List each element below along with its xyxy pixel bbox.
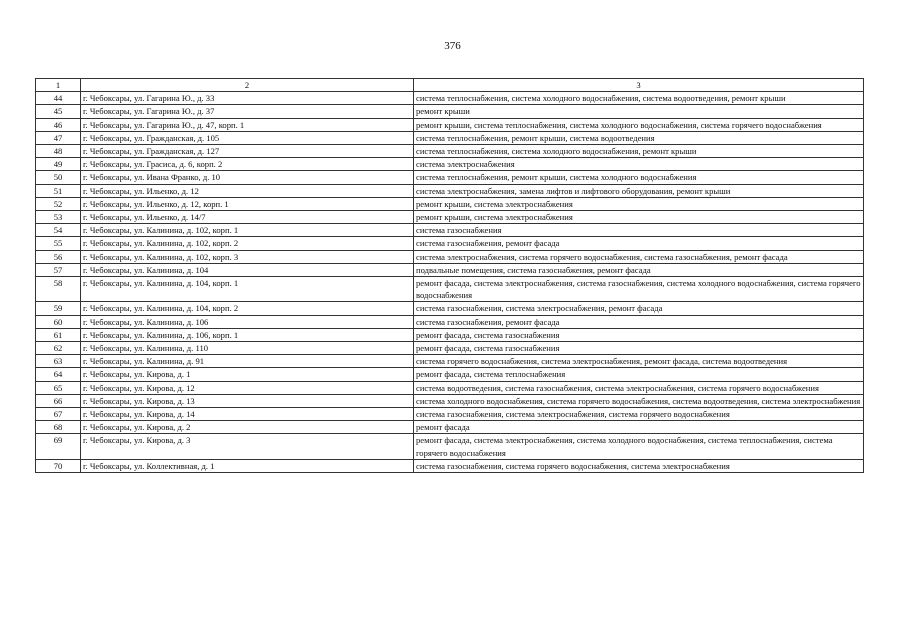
row-number-cell: 60: [36, 315, 81, 328]
table-row: [36, 355, 864, 368]
works-cell: ремонт фасада, система теплоснабжения: [414, 368, 864, 381]
address-cell: г. Чебоксары, ул. Ильенко, д. 12, корп. 1: [81, 197, 414, 210]
column-header-address: 2: [81, 79, 414, 92]
address-cell: г. Чебоксары, ул. Коллективная, д. 1: [81, 459, 414, 472]
address-cell: г. Чебоксары, ул. Кирова, д. 3: [81, 434, 414, 459]
table-row: [36, 184, 864, 197]
address-cell: г. Чебоксары, ул. Кирова, д. 1: [81, 368, 414, 381]
works-cell: ремонт крыши, система теплоснабжения, система холодного водоснабжения, система горячего водоснабжения: [414, 118, 864, 131]
table-row: [36, 158, 864, 171]
works-cell: система газоснабжения, система электроснабжения, ремонт фасада: [414, 302, 864, 315]
works-cell: система водоотведения, система газоснабжения, система электроснабжения, система горячего водоснабжения: [414, 381, 864, 394]
works-cell: система теплоснабжения, система холодного водоснабжения, система водоотведения, ремонт крыши: [414, 92, 864, 105]
page-number: 376: [444, 40, 461, 52]
table-row: [36, 328, 864, 341]
row-number-cell: 48: [36, 145, 81, 158]
row-number-cell: 56: [36, 250, 81, 263]
row-number-cell: 65: [36, 381, 81, 394]
table-row: [36, 408, 864, 421]
table-row: [36, 171, 864, 184]
address-cell: г. Чебоксары, ул. Кирова, д. 2: [81, 421, 414, 434]
table-row: [36, 315, 864, 328]
works-cell: подвальные помещения, система газоснабжения, ремонт фасада: [414, 263, 864, 276]
works-cell: ремонт фасада, система газоснабжения: [414, 328, 864, 341]
address-cell: г. Чебоксары, ул. Ильенко, д. 12: [81, 184, 414, 197]
address-cell: г. Чебоксары, ул. Ильенко, д. 14/7: [81, 211, 414, 224]
row-number-cell: 57: [36, 263, 81, 276]
table-row: [36, 131, 864, 144]
row-number-cell: 46: [36, 118, 81, 131]
table-row: [36, 342, 864, 355]
table-row: [36, 224, 864, 237]
table-row: [36, 277, 864, 302]
table-row: [36, 381, 864, 394]
address-cell: г. Чебоксары, ул. Калинина, д. 106: [81, 315, 414, 328]
row-number-cell: 49: [36, 158, 81, 171]
address-cell: г. Чебоксары, ул. Калинина, д. 110: [81, 342, 414, 355]
address-cell: г. Чебоксары, ул. Ивана Франко, д. 10: [81, 171, 414, 184]
table-row: [36, 197, 864, 210]
table-row: [36, 105, 864, 118]
works-cell: ремонт фасада, система газоснабжения: [414, 342, 864, 355]
address-cell: г. Чебоксары, ул. Калинина, д. 102, корп. 2: [81, 237, 414, 250]
table-row: [36, 434, 864, 459]
row-number-cell: 44: [36, 92, 81, 105]
table-header-row: [36, 79, 864, 92]
row-number-cell: 52: [36, 197, 81, 210]
works-cell: ремонт крыши, система электроснабжения: [414, 211, 864, 224]
row-number-cell: 68: [36, 421, 81, 434]
row-number-cell: 61: [36, 328, 81, 341]
works-cell: система газоснабжения, система электроснабжения, система горячего водоснабжения: [414, 408, 864, 421]
address-cell: г. Чебоксары, ул. Гражданская, д. 127: [81, 145, 414, 158]
works-cell: система теплоснабжения, ремонт крыши, система холодного водоснабжения: [414, 171, 864, 184]
works-cell: система газоснабжения, система горячего водоснабжения, система электроснабжения: [414, 459, 864, 472]
column-header-number: 1: [36, 79, 81, 92]
row-number-cell: 53: [36, 211, 81, 224]
row-number-cell: 69: [36, 434, 81, 459]
works-cell: система электроснабжения: [414, 158, 864, 171]
address-cell: г. Чебоксары, ул. Калинина, д. 91: [81, 355, 414, 368]
table-row: [36, 459, 864, 472]
works-cell: система холодного водоснабжения, система горячего водоснабжения, система водоотведения, система электроснабжения: [414, 394, 864, 407]
works-cell: система электроснабжения, замена лифтов и лифтового оборудования, ремонт крыши: [414, 184, 864, 197]
address-cell: г. Чебоксары, ул. Калинина, д. 102, корп. 1: [81, 224, 414, 237]
works-cell: система теплоснабжения, ремонт крыши, система водоотведения: [414, 131, 864, 144]
works-cell: ремонт фасада, система электроснабжения, система газоснабжения, система холодного водоснабжения, система горячего водоснабжения: [414, 277, 864, 302]
row-number-cell: 62: [36, 342, 81, 355]
address-cell: г. Чебоксары, ул. Калинина, д. 104: [81, 263, 414, 276]
table-row: [36, 211, 864, 224]
address-cell: г. Чебоксары, ул. Кирова, д. 14: [81, 408, 414, 421]
address-cell: г. Чебоксары, ул. Калинина, д. 102, корп. 3: [81, 250, 414, 263]
row-number-cell: 63: [36, 355, 81, 368]
table-row: [36, 394, 864, 407]
row-number-cell: 55: [36, 237, 81, 250]
column-header-works: 3: [414, 79, 864, 92]
table-row: [36, 145, 864, 158]
works-cell: ремонт фасада: [414, 421, 864, 434]
address-cell: г. Чебоксары, ул. Кирова, д. 13: [81, 394, 414, 407]
works-cell: ремонт крыши, система электроснабжения: [414, 197, 864, 210]
address-cell: г. Чебоксары, ул. Кирова, д. 12: [81, 381, 414, 394]
address-cell: г. Чебоксары, ул. Гагарина Ю., д. 47, корп. 1: [81, 118, 414, 131]
address-cell: г. Чебоксары, ул. Грасиса, д. 6, корп. 2: [81, 158, 414, 171]
address-cell: г. Чебоксары, ул. Калинина, д. 106, корп. 1: [81, 328, 414, 341]
works-cell: система теплоснабжения, система холодного водоснабжения, ремонт крыши: [414, 145, 864, 158]
table-row: [36, 118, 864, 131]
works-cell: система газоснабжения, ремонт фасада: [414, 315, 864, 328]
works-cell: система газоснабжения, ремонт фасада: [414, 237, 864, 250]
row-number-cell: 67: [36, 408, 81, 421]
works-cell: система газоснабжения: [414, 224, 864, 237]
row-number-cell: 59: [36, 302, 81, 315]
table-row: [36, 263, 864, 276]
row-number-cell: 45: [36, 105, 81, 118]
row-number-cell: 70: [36, 459, 81, 472]
registry-table: [35, 78, 864, 473]
row-number-cell: 58: [36, 277, 81, 302]
works-cell: ремонт крыши: [414, 105, 864, 118]
row-number-cell: 54: [36, 224, 81, 237]
address-cell: г. Чебоксары, ул. Гражданская, д. 105: [81, 131, 414, 144]
row-number-cell: 64: [36, 368, 81, 381]
table-row: [36, 421, 864, 434]
row-number-cell: 47: [36, 131, 81, 144]
address-cell: г. Чебоксары, ул. Гагарина Ю., д. 33: [81, 92, 414, 105]
works-cell: система электроснабжения, система горячего водоснабжения, система газоснабжения, ремонт фасада: [414, 250, 864, 263]
row-number-cell: 50: [36, 171, 81, 184]
works-cell: система горячего водоснабжения, система электроснабжения, ремонт фасада, система водоотведения: [414, 355, 864, 368]
table-row: [36, 250, 864, 263]
table-row: [36, 302, 864, 315]
works-cell: ремонт фасада, система электроснабжения, система холодного водоснабжения, система теплоснабжения, система горячего водоснабжения: [414, 434, 864, 459]
address-cell: г. Чебоксары, ул. Калинина, д. 104, корп. 1: [81, 277, 414, 302]
address-cell: г. Чебоксары, ул. Калинина, д. 104, корп. 2: [81, 302, 414, 315]
table-row: [36, 92, 864, 105]
registry-table-body: [36, 79, 864, 473]
address-cell: г. Чебоксары, ул. Гагарина Ю., д. 37: [81, 105, 414, 118]
table-row: [36, 368, 864, 381]
row-number-cell: 66: [36, 394, 81, 407]
table-row: [36, 237, 864, 250]
row-number-cell: 51: [36, 184, 81, 197]
